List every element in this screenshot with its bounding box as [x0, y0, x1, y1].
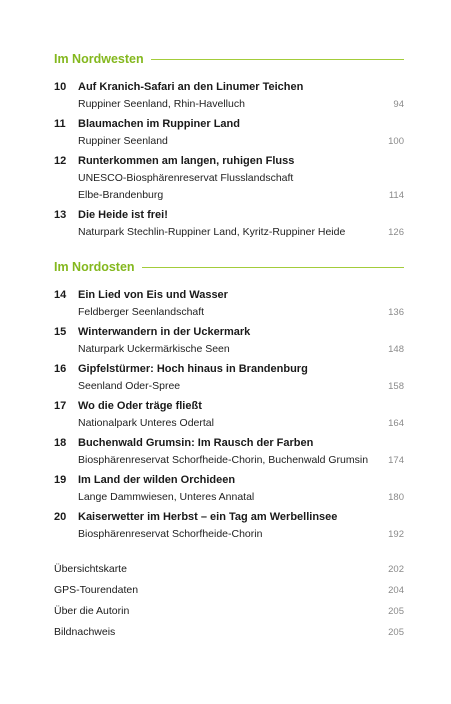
entry-region: Biosphärenreservat Schorfheide-Chorin, Buchenwald Grumsin: [78, 454, 369, 466]
appendix-page-number: 204: [388, 585, 404, 596]
entry-page-number: 100: [388, 136, 404, 147]
entry-sub-row: [54, 96, 404, 113]
appendix-page-number: 205: [388, 606, 404, 617]
entry-number: 14: [54, 289, 67, 301]
toc-entry[interactable]: [54, 472, 404, 506]
entry-number: 16: [54, 363, 67, 375]
entry-page-number: 192: [388, 529, 404, 540]
entry-region: Lange Dammwiesen, Unteres Annatal: [78, 491, 255, 503]
entry-region: Ruppiner Seenland, Rhin-Havelluch: [78, 98, 245, 110]
entry-sub-row: [54, 224, 404, 241]
entry-title: Ein Lied von Eis und Wasser: [78, 289, 228, 301]
appendix-label: Bildnachweis: [54, 626, 116, 638]
entry-title: Runterkommen am langen, ruhigen Fluss: [78, 155, 295, 167]
entry-region: Elbe-Brandenburg: [78, 189, 164, 201]
appendix-item[interactable]: [54, 580, 404, 601]
entry-title: Blaumachen im Ruppiner Land: [78, 118, 240, 130]
section-heading: [54, 259, 404, 275]
entry-sub-row: [54, 452, 404, 469]
toc-entry[interactable]: [54, 287, 404, 321]
entry-region: Biosphärenreservat Schorfheide-Chorin: [78, 528, 263, 540]
entry-number: 10: [54, 81, 67, 93]
entry-page-number: 94: [393, 99, 404, 110]
toc-section-nordosten: [54, 259, 404, 543]
entry-page-number: 180: [388, 492, 404, 503]
entry-region: Naturpark Uckermärkische Seen: [78, 343, 230, 355]
entry-page-number: 114: [388, 190, 404, 201]
toc-appendix: [54, 559, 404, 643]
entry-title: Buchenwald Grumsin: Im Rausch der Farben: [78, 437, 314, 449]
entry-title: Auf Kranich-Safari an den Linumer Teichen: [78, 81, 304, 93]
entry-number: 17: [54, 400, 67, 412]
entry-region: Nationalpark Unteres Odertal: [78, 417, 214, 429]
entry-region: Ruppiner Seenland: [78, 135, 168, 147]
entry-region: UNESCO-Biosphärenreservat Flusslandschaft: [78, 172, 294, 184]
section-title: Im Nordwesten: [54, 52, 144, 66]
section-heading: [54, 51, 404, 67]
entry-title: Die Heide ist frei!: [78, 209, 168, 221]
entry-title: Im Land der wilden Orchideen: [78, 474, 236, 486]
toc-entry[interactable]: [54, 324, 404, 358]
entry-page-number: 148: [388, 344, 404, 355]
entry-title: Wo die Oder träge fließt: [78, 400, 202, 412]
toc-section-nordwesten: [54, 51, 404, 241]
entry-number: 12: [54, 155, 67, 167]
entry-page-number: 158: [388, 381, 404, 392]
entry-sub-row: [54, 378, 404, 395]
entry-sub-row: [54, 489, 404, 506]
entry-region: Seenland Oder-Spree: [78, 380, 181, 392]
entry-number: 15: [54, 326, 67, 338]
toc-entry[interactable]: [54, 398, 404, 432]
entry-sub-row: [54, 133, 404, 150]
toc-entry[interactable]: [54, 361, 404, 395]
entry-sub-row: [54, 187, 404, 204]
appendix-item[interactable]: [54, 601, 404, 622]
toc-entry[interactable]: [54, 435, 404, 469]
entry-number: 13: [54, 209, 67, 221]
entry-region: Naturpark Stechlin-Ruppiner Land, Kyritz-Ruppiner Heide: [78, 226, 346, 238]
appendix-label: Über die Autorin: [54, 605, 130, 617]
appendix-page-number: 205: [388, 627, 404, 638]
entry-page-number: 126: [388, 227, 404, 238]
section-title: Im Nordosten: [54, 260, 135, 274]
entry-sub-row: [54, 304, 404, 321]
entry-page-number: 174: [388, 455, 404, 466]
toc-entry[interactable]: [54, 153, 404, 204]
entry-title: Gipfelstürmer: Hoch hinaus in Brandenburg: [78, 363, 308, 375]
entry-sub-row: [54, 341, 404, 358]
entry-number: 19: [54, 474, 67, 486]
appendix-item[interactable]: [54, 622, 404, 643]
section-divider: [151, 59, 404, 60]
appendix-item[interactable]: [54, 559, 404, 580]
entry-title: Winterwandern in der Uckermark: [78, 326, 251, 338]
entry-region: Feldberger Seenlandschaft: [78, 306, 205, 318]
appendix-label: Übersichtskarte: [54, 563, 127, 575]
entry-sub-row: [54, 415, 404, 432]
entry-number: 18: [54, 437, 67, 449]
entry-number: 20: [54, 511, 67, 523]
section-divider: [142, 267, 404, 268]
entry-page-number: 164: [388, 418, 404, 429]
entry-title: Kaiserwetter im Herbst – ein Tag am Werbellinsee: [78, 511, 338, 523]
toc-entry[interactable]: [54, 509, 404, 543]
toc-entry[interactable]: [54, 207, 404, 241]
appendix-label: GPS-Tourendaten: [54, 584, 139, 596]
appendix-page-number: 202: [388, 564, 404, 575]
entry-sub-row: [54, 526, 404, 543]
toc-entry[interactable]: [54, 79, 404, 113]
entry-page-number: 136: [388, 307, 404, 318]
toc-entry[interactable]: [54, 116, 404, 150]
entry-number: 11: [54, 118, 66, 130]
